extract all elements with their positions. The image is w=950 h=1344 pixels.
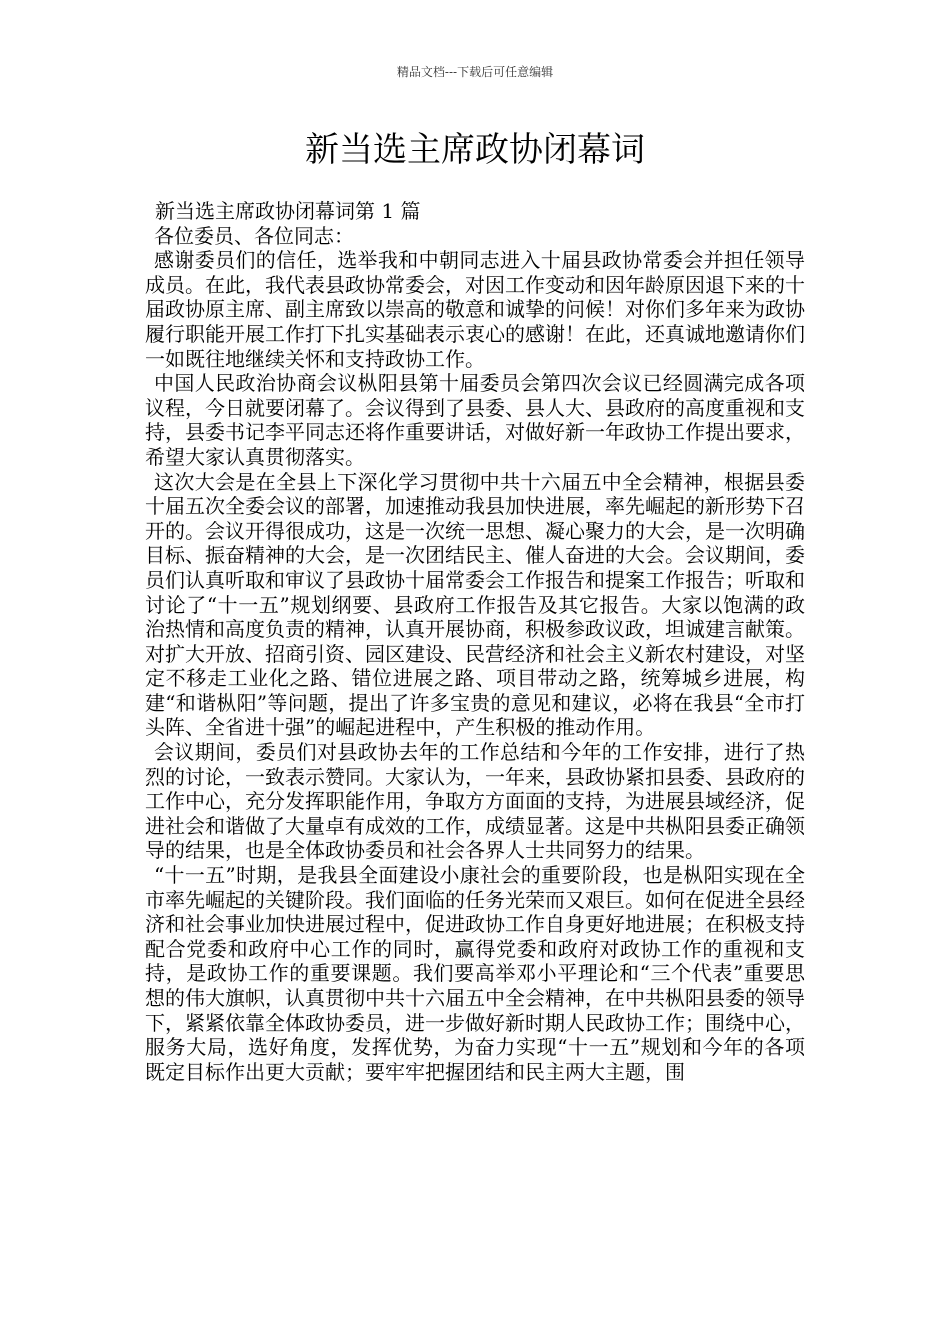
paragraph-meeting-close: 中国人民政治协商会议枞阳县第十届委员会第四次会议已经圆满完成各项议程，今日就要闭幕了。会议得到了县委、县人大、县政府的高度重视和支持，县委书记李平同志还将作重要讲话，对做好新一年政协工作提出要求，希望大家认真贯彻落实。 bbox=[145, 371, 805, 469]
paragraph-future-tasks: “十一五”时期，是我县全面建设小康社会的重要阶段，也是枞阳实现在全市率先崛起的关键阶段。我们面临的任务光荣而又艰巨。如何在促进全县经济和社会事业加快进展过程中，促进政协工作自身更好地进展；在积极支持配合党委和政府中心工作的同时，赢得党委和政府对政协工作的重视和支持，是政协工作的重要课题。我们要高举邓小平理论和“三个代表”重要思想的伟大旗帜，认真贯彻中共十六届五中全会精神，在中共枞阳县委的领导下，紧紧依靠全体政协委员，进一步做好新时期人民政协工作；围绕中心，服务大局，选好角度，发挥优势，为奋力实现“十一五”规划和今年的各项既定目标作出更大贡献；要牢牢把握团结和民主两大主题，围 bbox=[145, 863, 805, 1084]
document-body bbox=[145, 199, 805, 1084]
paragraph-salutation: 各位委员、各位同志： bbox=[154, 223, 354, 248]
document-title: 新当选主席政协闭幕词 bbox=[305, 130, 645, 170]
page-header: 精品文档---下载后可任意编辑 bbox=[396, 65, 554, 79]
paragraph-work-review: 会议期间，委员们对县政协去年的工作总结和今年的工作安排，进行了热烈的讨论，一致表示赞同。大家认为，一年来，县政协紧扣县委、县政府的工作中心，充分发挥职能作用，争取方方面面的支持，为进展县域经济，促进社会和谐做了大量卓有成效的工作，成绩显著。这是中共枞阳县委正确领导的结果，也是全体政协委员和社会各界人士共同努力的结果。 bbox=[145, 740, 805, 863]
section-subtitle: 新当选主席政协闭幕词第 1 篇 bbox=[155, 199, 421, 223]
paragraph-meeting-summary: 这次大会是在全县上下深化学习贯彻中共十六届五中全会精神，根据县委十届五次全委会议的部署，加速推动我县加快进展，率先崛起的新形势下召开的。会议开得很成功，这是一次统一思想、凝心聚力的大会，是一次明确目标、振奋精神的大会，是一次团结民主、催人奋进的大会。会议期间，委员们认真听取和审议了县政协十届常委会工作报告和提案工作报告；听取和讨论了“十一五”规划纲要、县政府工作报告及其它报告。大家以饱满的政治热情和高度负责的精神，认真开展协商，积极参政议政，坦诚建言献策。对扩大开放、招商引资、园区建设、民营经济和社会主义新农村建设，对坚定不移走工业化之路、错位进展之路、项目带动之路，统筹城乡进展，构建“和谐枞阳”等问题，提出了许多宝贵的意见和建议，必将在我县“全市打头阵、全省进十强”的崛起进程中，产生积极的推动作用。 bbox=[145, 469, 805, 740]
paragraph-thanks: 感谢委员们的信任，选举我和中朝同志进入十届县政协常委会并担任领导成员。在此，我代表县政协常委会，对因工作变动和因年龄原因退下来的十届政协原主席、副主席致以崇高的敬意和诚挚的问候！对你们多年来为政协履行职能开展工作打下扎实基础表示衷心的感谢！在此，还真诚地邀请你们一如既往地继续关怀和支持政协工作。 bbox=[145, 248, 805, 371]
